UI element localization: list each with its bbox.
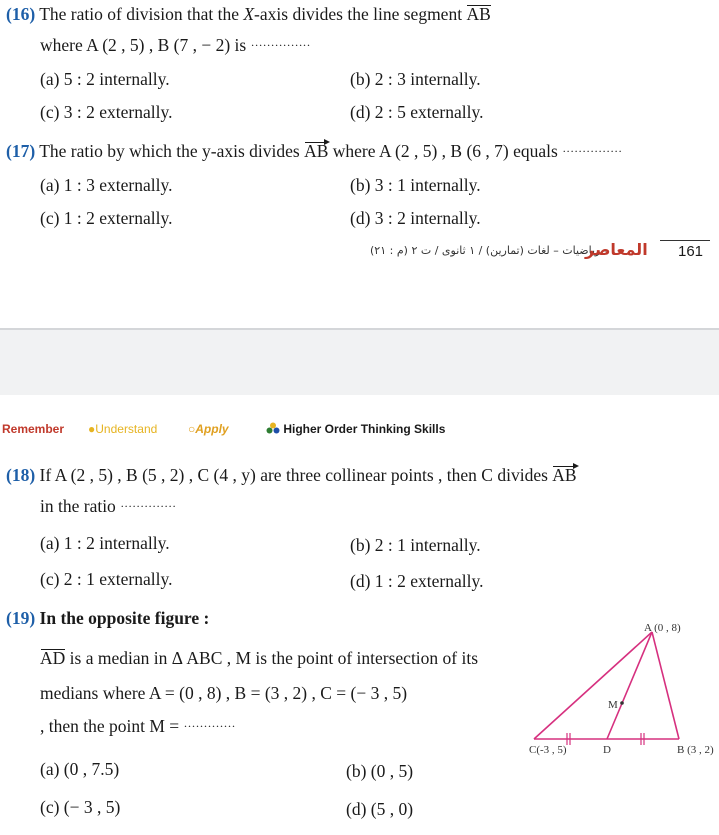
hots-cluster-icon <box>266 422 280 434</box>
q17-number: (17) <box>6 141 36 161</box>
q16-option-a[interactable]: (a) 5 : 2 internally. <box>40 69 170 89</box>
q17-option-a[interactable]: (a) 1 : 3 externally. <box>40 175 173 195</box>
page-number: 161 <box>678 243 704 260</box>
q19-line2: medians where A = (0 , 8) , B = (3 , 2) , C = (− 3 , 5) <box>40 683 408 703</box>
triangle-figure <box>519 614 719 764</box>
q19-segment: AD <box>40 648 66 668</box>
q17-option-d[interactable]: (d) 3 : 2 internally. <box>350 208 481 228</box>
q19-line3 <box>40 716 236 737</box>
q17-text-a: The ratio by which the y-axis divides <box>39 141 305 161</box>
legend-hots: Higher Order Thinking Skills <box>266 422 445 436</box>
q16-option-d[interactable]: (d) 2 : 5 externally. <box>350 102 484 122</box>
side-ab <box>652 632 679 739</box>
q16-line2 <box>40 35 311 56</box>
q18-dots: ·············· <box>120 499 177 513</box>
q19-line3-text: , then the point M = <box>40 716 180 736</box>
label-a: A (0 , 8) <box>644 622 681 634</box>
q16-x-var: X <box>243 4 255 24</box>
q19-option-a[interactable]: (a) (0 , 7.5) <box>40 759 120 779</box>
q16-text-a: The ratio of division that the <box>39 4 244 24</box>
q16-segment: AB <box>466 4 491 24</box>
q19-title: In the opposite figure : <box>39 608 210 628</box>
legend-apply: ○Apply <box>188 422 229 436</box>
q18-text-a: If A (2 , 5) , B (5 , 2) , C (4 , y) are three collinear points , then C divides <box>39 465 553 485</box>
legend-remember: Remember <box>2 422 65 436</box>
q16-option-b[interactable]: (b) 2 : 3 internally. <box>350 69 481 89</box>
q19-stem <box>6 608 209 629</box>
label-b: B (3 , 2) <box>677 744 714 756</box>
q18-line2-text: in the ratio <box>40 496 116 516</box>
median-ad <box>607 632 652 739</box>
label-c: C(-3 , 5) <box>529 744 567 756</box>
q19-option-d[interactable]: (d) (5 , 0) <box>346 799 414 819</box>
q19-line1-text: is a median in Δ ABC , M is the point of intersection of its <box>65 648 479 668</box>
q16-number: (16) <box>6 4 36 24</box>
q19-number: (19) <box>6 608 36 628</box>
page-gap <box>0 328 719 395</box>
footer-brand: المعاصر <box>585 240 648 259</box>
q18-option-b[interactable]: (b) 2 : 1 internally. <box>350 535 481 555</box>
q19-dots: ············· <box>183 719 236 733</box>
q17-option-c[interactable]: (c) 1 : 2 externally. <box>40 208 173 228</box>
side-ac <box>534 632 652 739</box>
q16-option-c[interactable]: (c) 3 : 2 externally. <box>40 102 173 122</box>
q18-stem <box>6 465 577 486</box>
point-m <box>620 701 624 705</box>
label-m: M <box>608 699 618 711</box>
q18-option-c[interactable]: (c) 2 : 1 externally. <box>40 569 173 589</box>
q18-vector: AB <box>552 465 577 485</box>
footer-arabic-text: – رياضيات – لغات (تمارين) / ١ ثانوى / ت ٢ (م : ٢١) <box>370 244 610 257</box>
q16-dots: ··············· <box>250 38 311 52</box>
q17-dots: ··············· <box>562 144 623 158</box>
q17-stem <box>6 141 622 162</box>
footer-divider <box>660 240 710 241</box>
q16-line2-text: where A (2 , 5) , B (7 , − 2) is <box>40 35 247 55</box>
q18-option-d[interactable]: (d) 1 : 2 externally. <box>350 571 484 591</box>
q17-vector: AB <box>304 141 329 161</box>
q18-line2 <box>40 496 176 517</box>
q18-number: (18) <box>6 465 36 485</box>
q19-line1 <box>40 648 478 669</box>
q16-text-b: -axis divides the line segment <box>254 4 467 24</box>
q17-text-b: where A (2 , 5) , B (6 , 7) equals <box>328 141 558 161</box>
q18-option-a[interactable]: (a) 1 : 2 internally. <box>40 533 170 553</box>
label-d: D <box>603 744 611 756</box>
legend-understand: ●Understand <box>88 422 158 436</box>
q16-stem <box>6 4 491 25</box>
apply-circle-icon: ○ <box>188 422 196 436</box>
q19-option-b[interactable]: (b) (0 , 5) <box>346 761 414 781</box>
q19-option-c[interactable]: (c) (− 3 , 5) <box>40 797 121 817</box>
q17-option-b[interactable]: (b) 3 : 1 internally. <box>350 175 481 195</box>
understand-dot-icon: ● <box>88 422 96 436</box>
